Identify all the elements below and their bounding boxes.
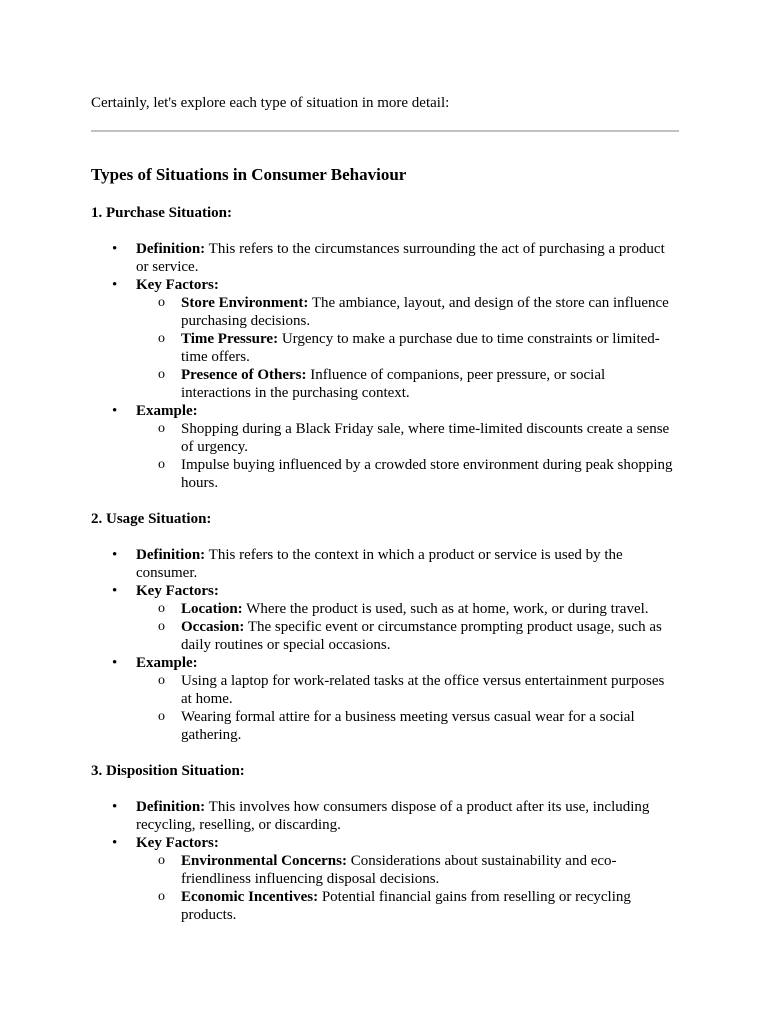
- usage-list: [91, 546, 678, 744]
- intro-text: Certainly, let's explore each type of situation in more detail:: [91, 95, 450, 111]
- sub-bullet-icon: o: [158, 457, 165, 472]
- list-item: [136, 618, 678, 654]
- factor-label: Environmental Concerns:: [181, 853, 347, 869]
- definition-text: This involves how consumers dispose of a product after its use, including recycling, reselling, or discarding.: [136, 799, 650, 833]
- key-factors-label: Key Factors:: [136, 277, 219, 293]
- section-heading-disposition: 3. Disposition Situation:: [91, 763, 245, 779]
- list-item-definition: [91, 798, 678, 834]
- example-label: Example:: [136, 403, 198, 419]
- example-text: Shopping during a Black Friday sale, where time-limited discounts create a sense of urgency.: [181, 421, 670, 455]
- factor-text: Where the product is used, such as at home, work, or during travel.: [246, 601, 649, 617]
- sub-bullet-icon: o: [158, 421, 165, 436]
- bullet-icon: •: [112, 241, 118, 257]
- disposition-list: [91, 798, 678, 924]
- section-heading-usage: 2. Usage Situation:: [91, 511, 212, 527]
- example-text: Using a laptop for work-related tasks at the office versus entertainment purposes at home.: [181, 673, 665, 707]
- list-item: [136, 708, 678, 744]
- key-factors-list: [136, 852, 678, 924]
- list-item: [136, 330, 678, 366]
- sub-bullet-icon: o: [158, 889, 165, 904]
- purchase-list: [91, 240, 678, 492]
- definition-label: Definition:: [136, 241, 206, 257]
- definition-label: Definition:: [136, 799, 206, 815]
- list-item: [136, 888, 678, 924]
- bullet-icon: •: [112, 655, 118, 671]
- factor-label: Location:: [181, 601, 243, 617]
- factor-label: Time Pressure:: [181, 331, 279, 347]
- sub-bullet-icon: o: [158, 853, 165, 868]
- factor-text: Influence of companions, peer pressure, or social interactions in the purchasing context.: [181, 367, 606, 401]
- definition-text: This refers to the context in which a product or service is used by the consumer.: [136, 547, 623, 581]
- document-title: Types of Situations in Consumer Behaviour: [91, 165, 407, 184]
- list-item-key-factors: [91, 834, 678, 924]
- key-factors-list: [136, 600, 678, 654]
- sub-bullet-icon: o: [158, 331, 165, 346]
- bullet-icon: •: [112, 547, 118, 563]
- bullet-icon: •: [112, 277, 118, 293]
- factor-label: Store Environment:: [181, 295, 309, 311]
- key-factors-label: Key Factors:: [136, 835, 219, 851]
- factor-text: The specific event or circumstance prompting product usage, such as daily routines or special occasions.: [181, 619, 662, 653]
- factor-text: Urgency to make a purchase due to time constraints or limited-time offers.: [181, 331, 660, 365]
- factor-text: The ambiance, layout, and design of the store can influence purchasing decisions.: [181, 295, 669, 329]
- sub-bullet-icon: o: [158, 619, 165, 634]
- key-factors-label: Key Factors:: [136, 583, 219, 599]
- definition-label: Definition:: [136, 547, 206, 563]
- factor-text: Potential financial gains from reselling or recycling products.: [181, 889, 631, 923]
- example-label: Example:: [136, 655, 198, 671]
- list-item-definition: [91, 240, 678, 276]
- list-item-key-factors: [91, 582, 678, 654]
- bullet-icon: •: [112, 799, 118, 815]
- list-item: [136, 672, 678, 708]
- example-text: Wearing formal attire for a business meeting versus casual wear for a social gathering.: [181, 709, 635, 743]
- factor-label: Presence of Others:: [181, 367, 307, 383]
- horizontal-rule: [91, 130, 679, 132]
- list-item-example: [91, 654, 678, 744]
- factor-text: Considerations about sustainability and eco-friendliness influencing disposal decisions.: [181, 853, 617, 887]
- bullet-icon: •: [112, 403, 118, 419]
- list-item: [136, 600, 678, 618]
- list-item-example: [91, 402, 678, 492]
- bullet-icon: •: [112, 583, 118, 599]
- list-item: [136, 366, 678, 402]
- definition-text: This refers to the circumstances surrounding the act of purchasing a product or service.: [136, 241, 665, 275]
- sub-bullet-icon: o: [158, 367, 165, 382]
- examples-list: [136, 420, 678, 492]
- list-item: [136, 420, 678, 456]
- list-item: [136, 294, 678, 330]
- list-item: [136, 852, 678, 888]
- key-factors-list: [136, 294, 678, 402]
- bullet-icon: •: [112, 835, 118, 851]
- examples-list: [136, 672, 678, 744]
- list-item-definition: [91, 546, 678, 582]
- factor-label: Occasion:: [181, 619, 245, 635]
- sub-bullet-icon: o: [158, 673, 165, 688]
- section-heading-purchase: 1. Purchase Situation:: [91, 205, 232, 221]
- sub-bullet-icon: o: [158, 295, 165, 310]
- factor-label: Economic Incentives:: [181, 889, 319, 905]
- sub-bullet-icon: o: [158, 709, 165, 724]
- sub-bullet-icon: o: [158, 601, 165, 616]
- example-text: Impulse buying influenced by a crowded store environment during peak shopping hours.: [181, 457, 673, 491]
- list-item-key-factors: [91, 276, 678, 402]
- list-item: [136, 456, 678, 492]
